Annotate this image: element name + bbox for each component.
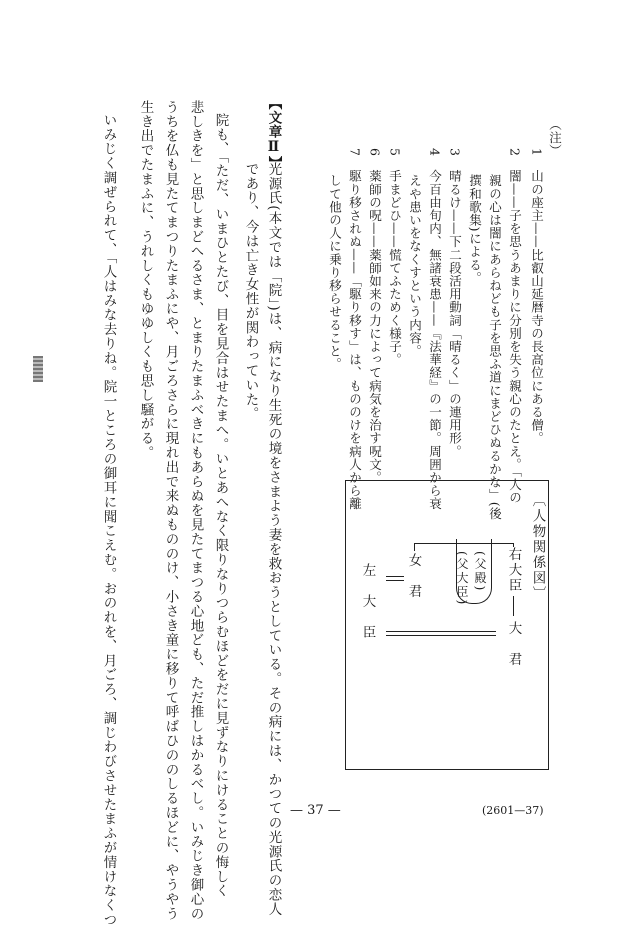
note-3: 3 晴るけ——下二段活用動詞「晴るく」の連用形。 (447, 148, 463, 458)
note-7b: して他の人に乗り移らせること。 (327, 148, 343, 371)
diagram-marriage-line-2 (386, 580, 404, 581)
passage-line-5: いみじく調ぜられて、「人はみな去りね。院一ところの御耳に聞こえむ。おのれを、月ごろ、調じわびさせたまふが情けなくつ (100, 113, 117, 927)
note-5: 5 手まどひ——慌てふためく様子。 (387, 148, 403, 367)
diagram-title: 〔人物関係図〕 (529, 493, 546, 602)
page-number: — 37 — (290, 803, 341, 818)
passage-intro-2: であり、今は亡き女性が関わっていた。 (242, 162, 259, 422)
diagram-line-udaijin-ooi (513, 596, 514, 616)
passage-line-2: 悲しきを」と思しまどへるさま、とまりたまふべきにもあらぬを見たてまつる心地ども、ただ推しはかるべし。いみじき御心の (187, 100, 204, 921)
diagram-marriage-line-1 (386, 576, 404, 577)
note-6: 6 薬師の呪——薬師如来の力によって病気を治す呪文。 (367, 148, 383, 485)
passage-intro-1: 光源氏(本文では「院」)は、病になり生死の境をさまよう妻を救おうとしている。その病には、かつての光源氏の恋人 (265, 162, 282, 917)
note-7a: 7 駆り移されぬ——「駆り移す」は、もののけを病人から離 (347, 148, 363, 511)
diagram-ooi: 大 君 (505, 621, 522, 668)
diagram-chichi-tono: (父殿) (473, 551, 487, 593)
passage-line-4: 生き出でたまふに、うれしくもゆゆしくも思し騒がる。 (137, 100, 154, 460)
note-2a: 2 闇——子を思うあまりに分別を失う親心のたとえ。「人の (507, 148, 523, 505)
note-4a: 4 今百由旬内、無諸衰患——『法華経』の一節。周囲から衰 (427, 148, 443, 511)
diagram-sadaijin: 左 大 臣 (359, 563, 376, 641)
margin-mark (33, 356, 43, 382)
note-2b: 親の心は闇にあらねども子を思ふ道にまどひぬるかな」(後 (487, 148, 503, 521)
diagram-line-branch-right (513, 543, 514, 547)
notes-header: （注） (547, 118, 563, 158)
diagram-marriage-ooi-1 (386, 631, 496, 632)
diagram-udaijin: 右大臣 (505, 547, 522, 594)
note-4b: えや患いをなくすという内容。 (407, 148, 423, 358)
exam-code: (2601—37) (482, 804, 544, 817)
passage-line-3: うちを仏も見たてまつりたまふにや、月ごろさらに現れ出で来ぬもののけ、小さき童に移りて呼ばひののしるほどに、やうやう (162, 100, 179, 921)
passage-heading: 【文章Ⅱ】 (265, 96, 282, 171)
diagram-marriage-ooi-2 (386, 635, 496, 636)
note-1: 1 山の座主——比叡山延暦寺の長高位にある僧。 (529, 148, 545, 445)
diagram-onna: 女 君 (405, 553, 422, 600)
relationship-diagram (345, 480, 549, 770)
diagram-chichi-otodo: (父大臣) (455, 551, 469, 607)
note-2c: 撰和歌集)による。 (467, 148, 483, 285)
diagram-line-onna (414, 543, 415, 551)
passage-line-1: 院も、「ただ、いまひとたび、目を見合はせたまへ。いとあへなく限りなりつらむほどをだに見ずなりにけることの悔しく (212, 113, 229, 899)
